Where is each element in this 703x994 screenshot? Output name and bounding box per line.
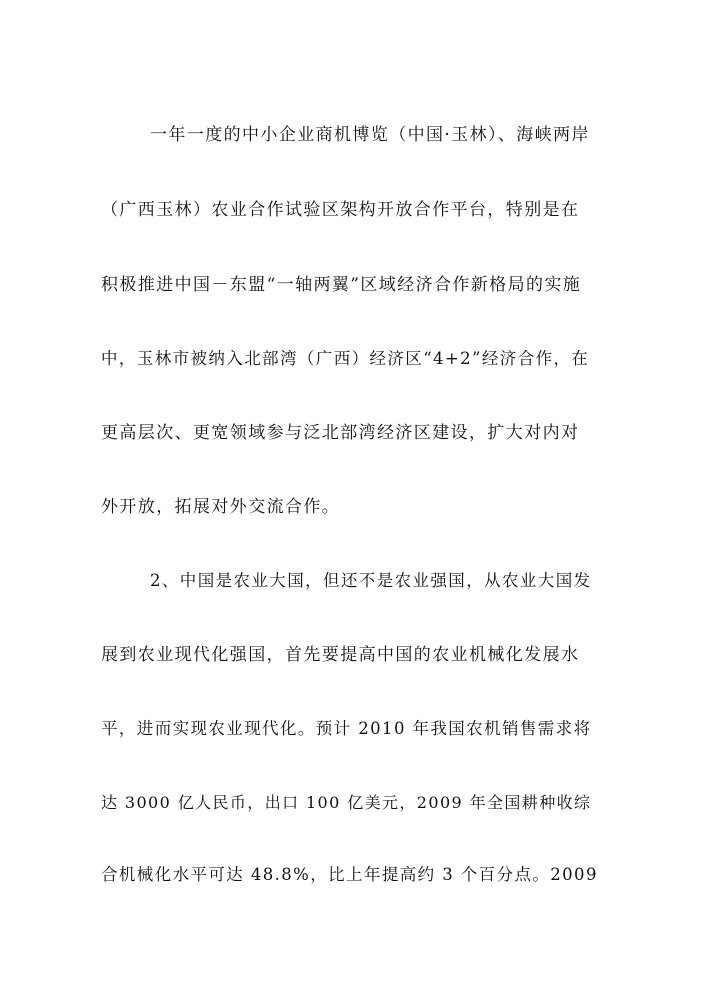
paragraph-line: 更高层次、更宽领域参与泛北部湾经济区建设，扩大对内对 bbox=[101, 423, 580, 443]
paragraph-line: 积极推进中国－东盟“一轴两翼”区域经济合作新格局的实施 bbox=[101, 275, 582, 295]
paragraph-line: 2、中国是农业大国，但还不是农业强国，从农业大国发 bbox=[150, 571, 592, 590]
paragraph-line: 一年一度的中小企业商机博览（中国·玉林）、海峡两岸 bbox=[150, 125, 590, 145]
paragraph-line: 外开放，拓展对外交流合作。 bbox=[101, 497, 341, 517]
paragraph-line: 达 3000 亿人民币，出口 100 亿美元，2009 年全国耕种收综 bbox=[101, 793, 592, 812]
paragraph-line: 平，进而实现农业现代化。预计 2010 年我国农机销售需求将 bbox=[101, 719, 592, 738]
paragraph-line: 合机械化水平可达 48.8%，比上年提高约 3 个百分点。2009 bbox=[101, 865, 598, 884]
paragraph-line: 展到农业现代化强国，首先要提高中国的农业机械化发展水 bbox=[101, 645, 580, 665]
paragraph-line: （广西玉林）农业合作试验区架构开放合作平台，特别是在 bbox=[101, 200, 580, 220]
paragraph-line: 中，玉林市被纳入北部湾（广西）经济区“4+2”经济合作，在 bbox=[101, 349, 590, 368]
